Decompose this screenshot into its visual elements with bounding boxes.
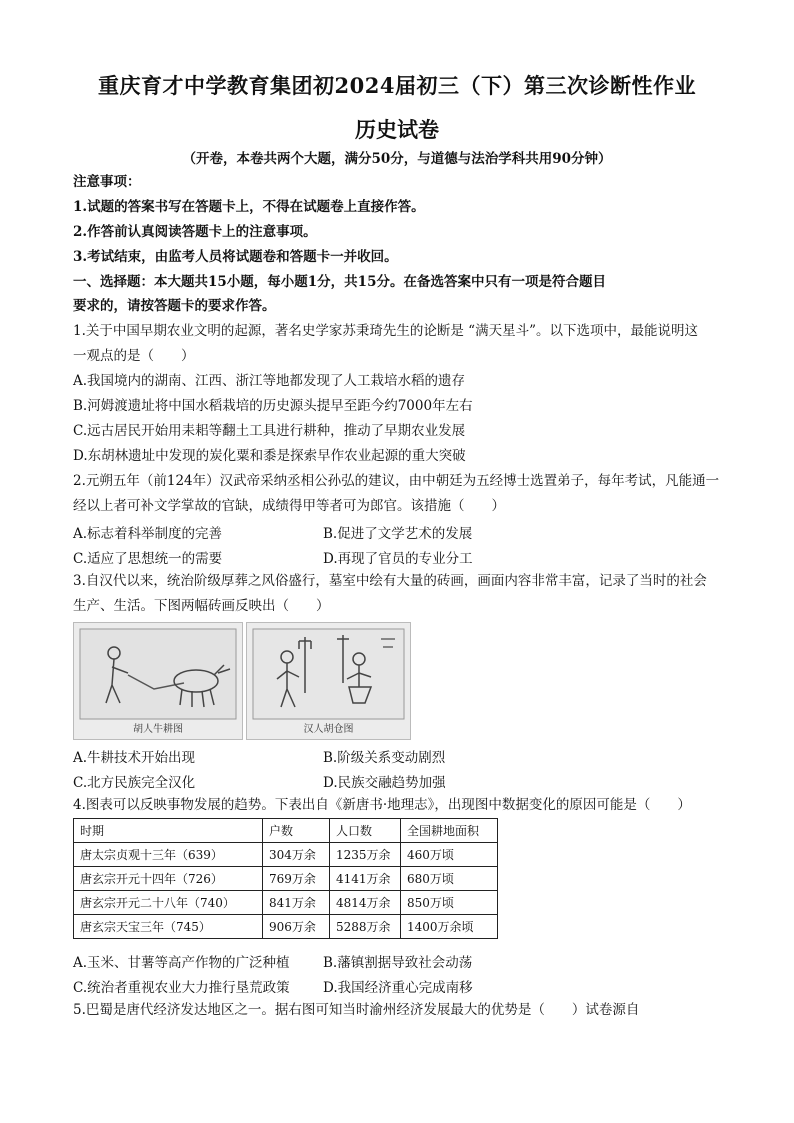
- table-cell: 唐玄宗开元二十八年（740）: [74, 891, 263, 915]
- granary-sketch-icon: [247, 623, 410, 723]
- q3-option-b: B.阶级关系变动剧烈: [323, 750, 446, 766]
- brick-painting-ox-plowing: [73, 622, 243, 740]
- table-row: [74, 915, 498, 939]
- q2-option-c: C.适应了思想统一的需要: [73, 551, 223, 567]
- exam-note: （开卷，本卷共两个大题，满分50分，与道德与法治学科共用90分钟）: [182, 151, 612, 167]
- q1-option-b: B.河姆渡遗址将中国水稻栽培的历史源头提早至距今约7000年左右: [73, 398, 473, 414]
- q4-option-d: D.我国经济重心完成南移: [323, 980, 473, 996]
- q4-stem: 4.图表可以反映事物发展的趋势。下表出自《新唐书·地理志》，出现图中数据变化的原因可能是（ ）: [73, 797, 691, 813]
- table-cell: 1235万余: [330, 843, 401, 867]
- q2-option-b: B.促进了文学艺术的发展: [323, 526, 473, 542]
- instruction-item: 2.作答前认真阅读答题卡上的注意事项。: [73, 224, 317, 240]
- table-cell: 906万余: [263, 915, 330, 939]
- fig2-caption: 汉人胡仓图: [303, 724, 354, 735]
- section-heading-cont: 要求的，请按答题卡的要求作答。: [73, 298, 276, 314]
- table-header-row: [74, 819, 498, 843]
- table-header: 全国耕地面积: [401, 819, 498, 843]
- table-row: [74, 867, 498, 891]
- table-cell: 唐太宗贞观十三年（639）: [74, 843, 263, 867]
- table-header: 时期: [74, 819, 263, 843]
- table-cell: 680万顷: [401, 867, 498, 891]
- table-cell: 5288万余: [330, 915, 401, 939]
- exam-title: 重庆育才中学教育集团初2024届初三（下）第三次诊断性作业: [98, 73, 696, 98]
- table-cell: 460万顷: [401, 843, 498, 867]
- q4-option-c: C.统治者重视农业大力推行垦荒政策: [73, 980, 290, 996]
- q2-option-a: A.标志着科举制度的完善: [73, 526, 223, 542]
- table-cell: 4141万余: [330, 867, 401, 891]
- q3-option-c: C.北方民族完全汉化: [73, 775, 196, 791]
- q1-stem: 1.关于中国早期农业文明的起源，著名史学家苏秉琦先生的论断是 “满天星斗”。以下选项中，最能说明这: [73, 323, 698, 339]
- instruction-item: 3.考试结束，由监考人员将试题卷和答题卡一并收回。: [73, 249, 398, 265]
- table-row: [74, 891, 498, 915]
- table-cell: 841万余: [263, 891, 330, 915]
- instructions-heading: 注意事项：: [73, 174, 141, 190]
- q4-option-a: A.玉米、甘薯等高产作物的广泛种植: [73, 955, 290, 971]
- q1-option-d: D.东胡林遗址中发现的炭化粟和黍是探索早作农业起源的重大突破: [73, 448, 466, 464]
- subject-title: 历史试卷: [355, 117, 439, 142]
- tang-population-table: [73, 818, 498, 939]
- q1-option-c: C.远古居民开始用耒耜等翻土工具进行耕种，推动了早期农业发展: [73, 423, 466, 439]
- table-cell: 唐玄宗天宝三年（745）: [74, 915, 263, 939]
- table-cell: 唐玄宗开元十四年（726）: [74, 867, 263, 891]
- table-header: 人口数: [330, 819, 401, 843]
- q3-option-a: A.牛耕技术开始出现: [73, 750, 196, 766]
- q5-stem: 5.巴蜀是唐代经济发达地区之一。据右图可知当时渝州经济发展最大的优势是（ ）试卷源自: [73, 1002, 640, 1018]
- q2-option-d: D.再现了官员的专业分工: [323, 551, 473, 567]
- table-cell: 4814万余: [330, 891, 401, 915]
- table-cell: 850万顷: [401, 891, 498, 915]
- fig1-caption: 胡人牛耕图: [133, 724, 183, 735]
- q3-stem-cont: 生产、生活。下图两幅砖画反映出（ ）: [73, 598, 330, 614]
- section-heading: 一、选择题：本大题共15小题，每小题1分，共15分。在备选答案中只有一项是符合题目: [73, 274, 606, 290]
- table-cell: 1400万余顷: [401, 915, 498, 939]
- table-cell: 304万余: [263, 843, 330, 867]
- q3-option-d: D.民族交融趋势加强: [323, 775, 446, 791]
- brick-painting-granary: [246, 622, 411, 740]
- q3-stem: 3.自汉代以来，统治阶级厚葬之风俗盛行，墓室中绘有大量的砖画，画面内容非常丰富，记录了当时的社会: [73, 573, 707, 589]
- q1-stem-cont: 一观点的是（ ）: [73, 348, 195, 364]
- q2-stem: 2.元朔五年（前124年）汉武帝采纳丞相公孙弘的建议，由中朝廷为五经博士选置弟子，每年考试，凡能通一: [73, 473, 720, 489]
- table-row: [74, 843, 498, 867]
- table-header: 户数: [263, 819, 330, 843]
- instruction-item: 1.试题的答案书写在答题卡上，不得在试题卷上直接作答。: [73, 199, 425, 215]
- q4-option-b: B.藩镇割据导致社会动荡: [323, 955, 473, 971]
- table-cell: 769万余: [263, 867, 330, 891]
- q1-option-a: A.我国境内的湖南、江西、浙江等地都发现了人工栽培水稻的遗存: [73, 373, 466, 389]
- q2-stem-cont: 经以上者可补文学掌故的官缺，成绩得甲等者可为郎官。该措施（ ）: [73, 498, 505, 514]
- ox-plowing-sketch-icon: [74, 623, 242, 723]
